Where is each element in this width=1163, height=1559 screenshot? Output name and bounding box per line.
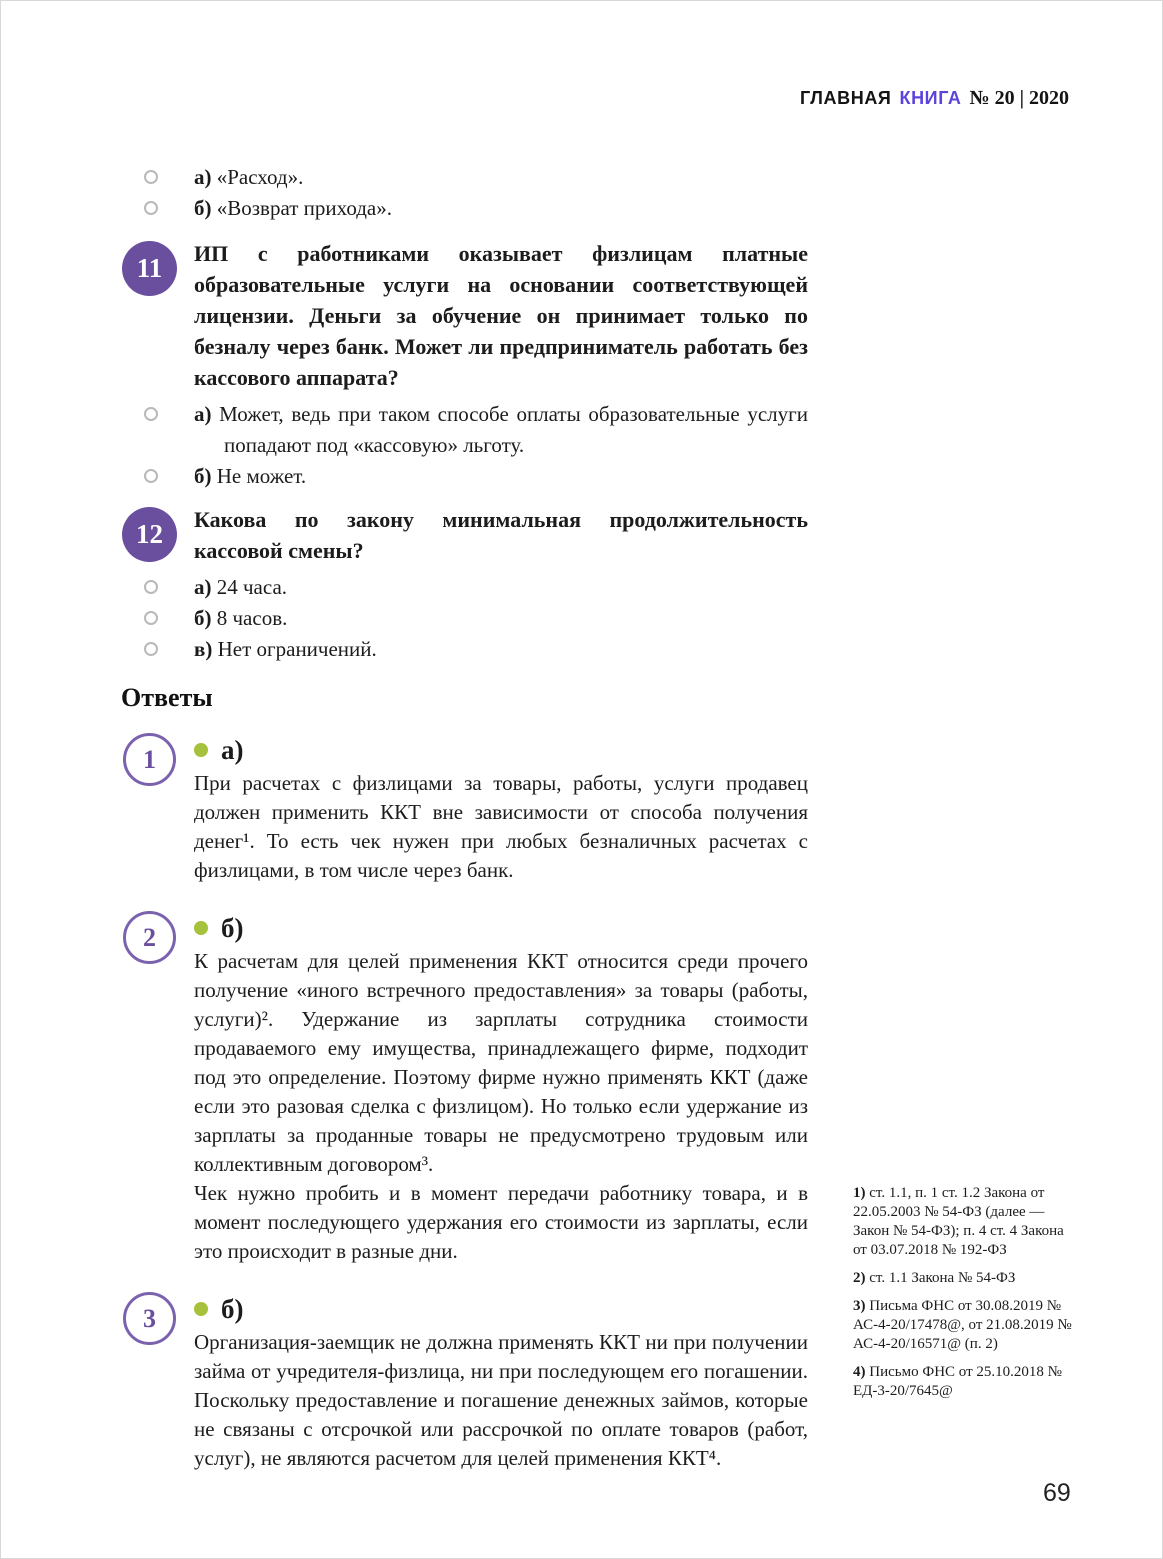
option-letter: а) bbox=[194, 165, 212, 189]
option-text bbox=[194, 603, 808, 634]
bullet-icon bbox=[194, 921, 208, 935]
footnote-marker: 3) bbox=[853, 1298, 866, 1314]
radio-button-icon[interactable] bbox=[144, 611, 158, 625]
option-row bbox=[121, 572, 808, 603]
option-text bbox=[194, 572, 808, 603]
footnote-3 bbox=[853, 1297, 1073, 1354]
option-label: 8 часов. bbox=[216, 606, 288, 630]
answer-paragraph: При расчетах с физлицами за товары, работы, услуги продавец должен применить ККТ вне зависимости от способа получения денег¹. То есть чек нужен при любых безналичных расчетах с физлицами, в том числе через банк. bbox=[194, 771, 808, 882]
footnote-text: Письма ФНС от 30.08.2019 № АС-4-20/17478@, от 21.08.2019 № АС-4-20/16571@ (п. 2) bbox=[853, 1298, 1072, 1352]
option-letter: а) bbox=[194, 402, 212, 426]
option-row bbox=[121, 603, 808, 634]
answer-head bbox=[194, 909, 808, 947]
footnote-4 bbox=[853, 1363, 1073, 1401]
bullet-icon bbox=[194, 743, 208, 757]
question-text: ИП с работниками оказывает физлицам платные образовательные услуги на основании соответствующей лицензии. Деньги за обучение он принимает только по безналу через банк. Может ли предприниматель работать без кассового аппарата? bbox=[194, 241, 808, 390]
issue-number: № 20 | 2020 bbox=[969, 87, 1069, 109]
answer-paragraph: Чек нужно пробить и в момент передачи работнику товара, и в момент последующего удержания его стоимости из зарплаты, если это происходит в разные дни. bbox=[194, 1181, 808, 1263]
answer-paragraph: К расчетам для целей применения ККТ относится среди прочего получение «иного встречного предоставления» за товары (работы, услуги)². Удержание из зарплаты сотрудника стоимости продаваемого ему имущества, принадлежащего фирме, подходит под это определение. Поэтому фирме нужно применять ККТ (даже если это разовая сделка с физлицом). Но только если удержание из зарплаты за проданные товары не предусмотрено трудовым или коллективным договором³. bbox=[194, 949, 808, 1176]
option-text bbox=[194, 162, 808, 193]
footnote-text: ст. 1.1 Закона № 54-ФЗ bbox=[869, 1270, 1016, 1286]
option-label: «Расход». bbox=[216, 165, 304, 189]
option-letter: в) bbox=[194, 637, 213, 661]
radio-button-icon[interactable] bbox=[144, 580, 158, 594]
page-number: 69 bbox=[1043, 1479, 1071, 1507]
answer-body bbox=[194, 909, 808, 1266]
answer-head bbox=[194, 1290, 808, 1328]
option-letter: а) bbox=[194, 575, 212, 599]
radio-button-icon[interactable] bbox=[144, 407, 158, 421]
radio-button-icon[interactable] bbox=[144, 170, 158, 184]
footnote-1 bbox=[853, 1184, 1073, 1260]
option-row bbox=[121, 461, 808, 492]
option-text bbox=[194, 634, 808, 665]
answer-body bbox=[194, 1290, 808, 1473]
question-11 bbox=[121, 238, 808, 393]
radio-button-icon[interactable] bbox=[144, 201, 158, 215]
brand-glavnaya: ГЛАВНАЯ bbox=[799, 88, 892, 108]
answer-letter: б) bbox=[221, 912, 244, 943]
answer-head bbox=[194, 731, 808, 769]
option-row bbox=[121, 193, 808, 224]
answer-2 bbox=[121, 909, 808, 1266]
answer-number-badge: 1 bbox=[123, 733, 176, 786]
answer-1 bbox=[121, 731, 808, 885]
question-number-badge: 12 bbox=[122, 507, 177, 562]
option-label: «Возврат прихода». bbox=[216, 196, 392, 220]
option-label: Может, ведь при таком способе оплаты образовательные услуги попадают под «кассовую» льготу. bbox=[219, 402, 809, 457]
main-column bbox=[121, 162, 808, 1473]
option-row bbox=[121, 634, 808, 665]
page-header bbox=[800, 87, 1069, 110]
option-label: Не может. bbox=[216, 464, 307, 488]
options-group-question-11 bbox=[121, 399, 808, 492]
question-text: Какова по закону минимальная продолжительность кассовой смены? bbox=[194, 507, 808, 563]
answer-number-badge: 2 bbox=[123, 911, 176, 964]
footnote-text: Письмо ФНС от 25.10.2018 № ЕД-3-20/7645@ bbox=[853, 1364, 1062, 1399]
question-12 bbox=[121, 504, 808, 566]
answer-3 bbox=[121, 1290, 808, 1473]
answer-body bbox=[194, 731, 808, 885]
bullet-icon bbox=[194, 1302, 208, 1316]
option-letter: б) bbox=[194, 606, 212, 630]
option-letter: б) bbox=[194, 464, 212, 488]
option-label: 24 часа. bbox=[216, 575, 288, 599]
option-row bbox=[121, 162, 808, 193]
answer-letter: а) bbox=[221, 734, 244, 765]
footnote-text: ст. 1.1, п. 1 ст. 1.2 Закона от 22.05.2003 № 54-ФЗ (далее — Закон № 54-ФЗ); п. 4 ст. 4 Закона от 03.07.2018 № 192-ФЗ bbox=[853, 1185, 1064, 1258]
footnote-2 bbox=[853, 1269, 1073, 1288]
footnote-marker: 1) bbox=[853, 1185, 866, 1201]
answer-number-badge: 3 bbox=[123, 1292, 176, 1345]
brand-kniga: КНИГА bbox=[899, 88, 962, 108]
option-label: Нет ограничений. bbox=[217, 637, 377, 661]
option-row bbox=[121, 399, 808, 461]
option-letter: б) bbox=[194, 196, 212, 220]
option-text bbox=[194, 461, 808, 492]
answer-letter: б) bbox=[221, 1293, 244, 1324]
answer-paragraph: Организация-заемщик не должна применять ККТ ни при получении займа от учредителя-физлица, ни при последующем его погашении. Поскольку предоставление и погашение денежных займов, которые не связаны с отсрочкой или рассрочкой по оплате товаров (работ, услуг), не являются расчетом для целей применения ККТ⁴. bbox=[194, 1330, 808, 1470]
footnote-marker: 2) bbox=[853, 1270, 866, 1286]
footnotes-column bbox=[853, 1184, 1073, 1410]
footnote-marker: 4) bbox=[853, 1364, 866, 1380]
radio-button-icon[interactable] bbox=[144, 642, 158, 656]
option-text bbox=[194, 193, 808, 224]
answers-section-heading: Ответы bbox=[121, 683, 213, 712]
options-group-previous-question bbox=[121, 162, 808, 224]
option-text bbox=[194, 399, 808, 461]
options-group-question-12 bbox=[121, 572, 808, 665]
radio-button-icon[interactable] bbox=[144, 469, 158, 483]
question-number-badge: 11 bbox=[122, 241, 177, 296]
